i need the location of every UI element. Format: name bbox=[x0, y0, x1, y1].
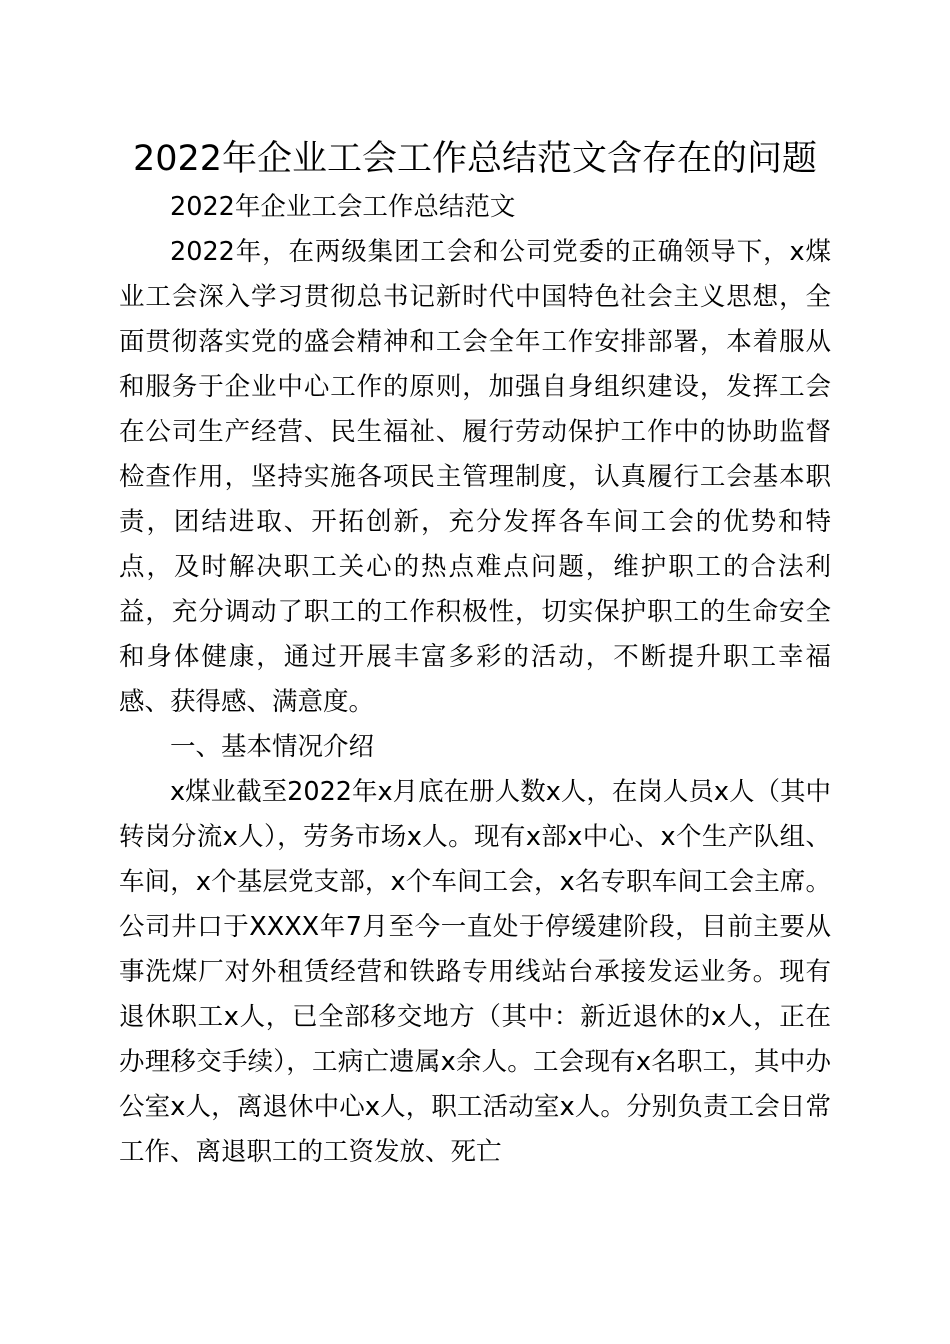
section-heading: 一、基本情况介绍 bbox=[170, 732, 375, 762]
document-body bbox=[119, 185, 831, 1175]
subtitle-paragraph: 2022年企业工会工作总结范文 bbox=[170, 192, 516, 222]
body-paragraph: x煤业截至2022年x月底在册人数x人，在岗人员x人（其中转岗分流x人），劳务市场x人。现有x部x中心、x个生产队组、车间，x个基层党支部，x个车间工会，x名专职车间工会主席。公司井口于XXXX年7月至今一直处于停缓建阶段，目前主要从事洗煤厂对外租赁经营和铁路专用线站台承接发运业务。现有退休职工x人，已全部移交地方（其中：新近退休的x人，正在办理移交手续），工病亡遗属x余人。工会现有x名职工，其中办公室x人，离退休中心x人，职工活动室x人。分别负责工会日常工作、离退职工的工资发放、死亡 bbox=[119, 777, 831, 1167]
intro-paragraph: 2022年，在两级集团工会和公司党委的正确领导下，x煤业工会深入学习贯彻总书记新时代中国特色社会主义思想，全面贯彻落实党的盛会精神和工会全年工作安排部署，本着服从和服务于企业中心工作的原则，加强自身组织建设，发挥工会在公司生产经营、民生福祉、履行劳动保护工作中的协助监督检查作用，坚持实施各项民主管理制度，认真履行工会基本职责，团结进取、开拓创新，充分发挥各车间工会的优势和特点，及时解决职工关心的热点难点问题，维护职工的合法利益，充分调动了职工的工作积极性，切实保护职工的生命安全和身体健康，通过开展丰富多彩的活动，不断提升职工幸福感、获得感、满意度。 bbox=[119, 237, 831, 717]
document-title: 2022年企业工会工作总结范文含存在的问题 bbox=[132, 139, 818, 179]
